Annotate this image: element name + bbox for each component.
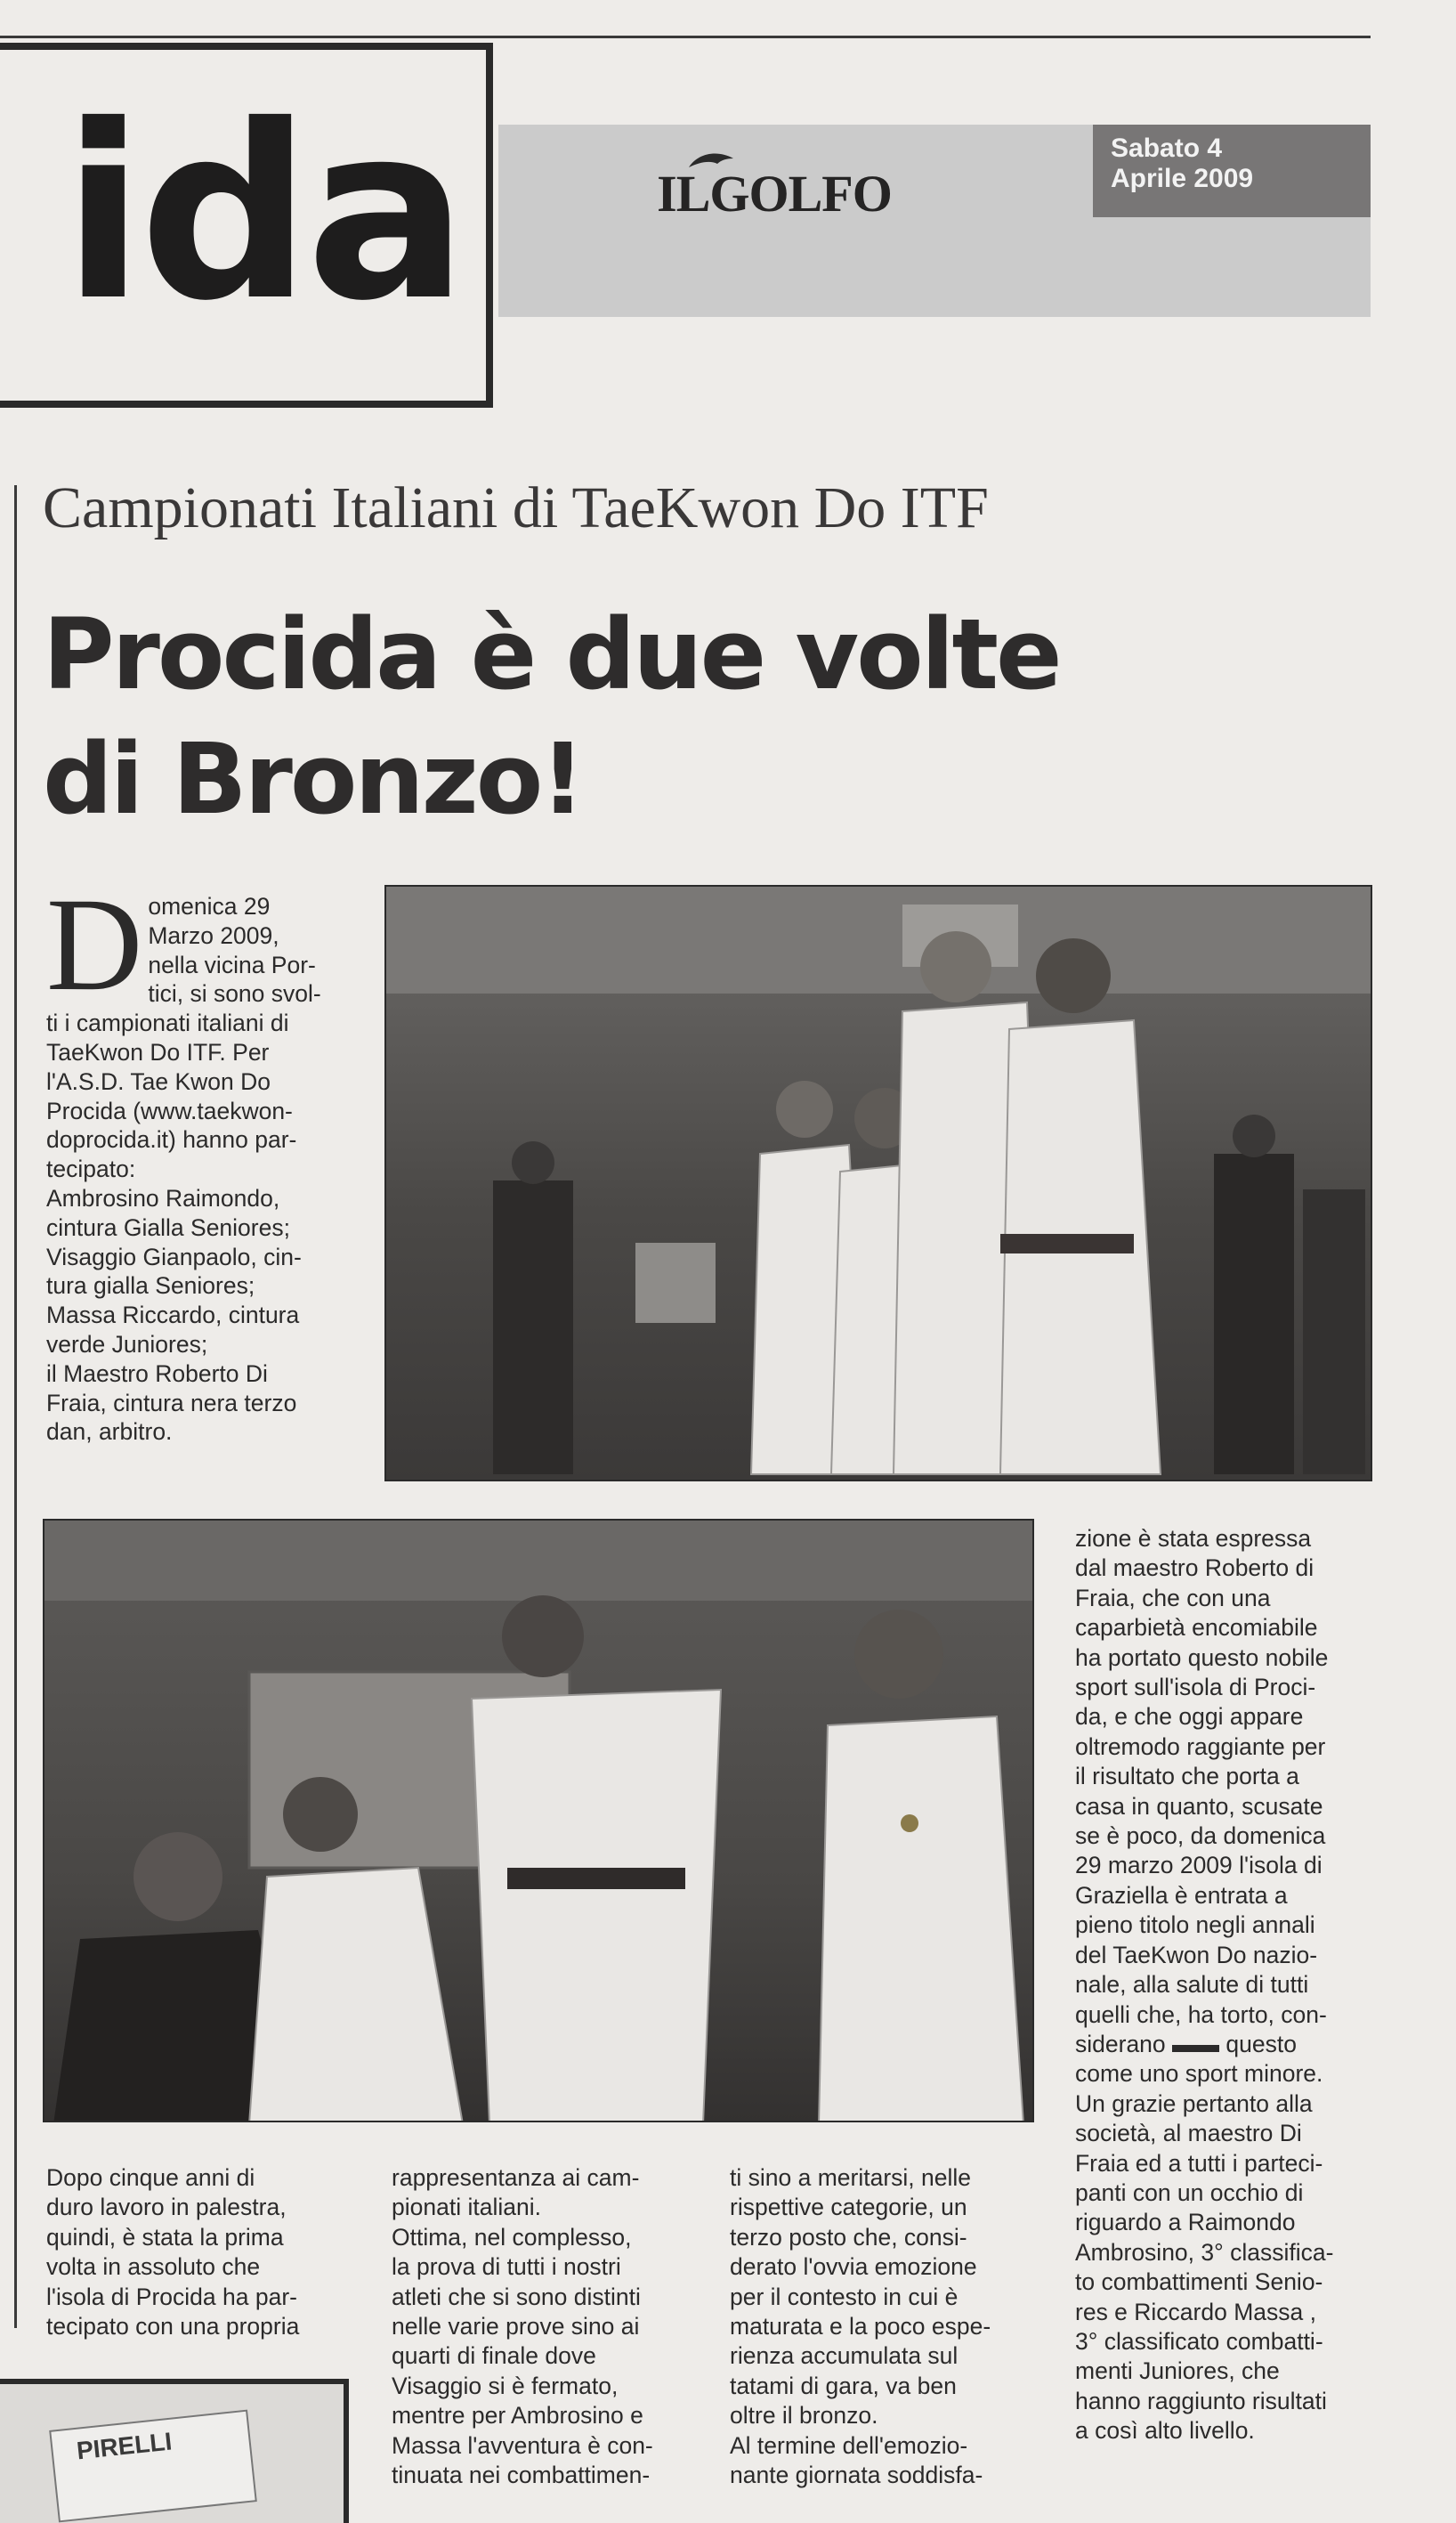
text-line: rispettive categorie, un bbox=[730, 2194, 967, 2221]
article-subtitle: Campionati Italiani di TaeKwon Do ITF bbox=[43, 475, 989, 540]
text-line: Procida (www.taekwon- bbox=[46, 1097, 293, 1124]
text-line: doprocida.it) hanno par- bbox=[46, 1126, 297, 1154]
text-line: verde Juniores; bbox=[46, 1330, 208, 1358]
text-line: Massa l'avventura è con- bbox=[392, 2431, 653, 2459]
text-line: Ambrosino Raimondo, bbox=[46, 1184, 280, 1212]
drop-cap: D bbox=[46, 871, 143, 1018]
athletes-illustration bbox=[44, 1521, 1034, 2122]
text-line: omenica 29 bbox=[148, 893, 271, 920]
article-column-2 bbox=[392, 2163, 694, 2490]
text-line: quarti di finale dove bbox=[392, 2342, 596, 2370]
text-line: ti sino a meritarsi, nelle bbox=[730, 2164, 971, 2191]
article-column-3 bbox=[730, 2163, 1031, 2490]
text-line: oltre il bronzo. bbox=[730, 2402, 878, 2430]
text-line: derato l'ovvia emozione bbox=[730, 2253, 977, 2281]
text-line: duro lavoro in palestra, bbox=[46, 2194, 287, 2221]
text-line: terzo posto che, consi- bbox=[730, 2223, 967, 2251]
text-line: Al termine dell'emozio- bbox=[730, 2431, 968, 2459]
article-headline bbox=[43, 592, 1200, 841]
photo-podium bbox=[384, 885, 1372, 1481]
headline-line-2: di Bronzo! bbox=[43, 722, 583, 836]
text-line: Ambrosino, 3° classifica- bbox=[1075, 2238, 1334, 2266]
text-line: Fraia ed a tutti i parteci- bbox=[1075, 2149, 1323, 2177]
text-line: la prova di tutti i nostri bbox=[392, 2253, 621, 2281]
text-line: riguardo a Raimondo bbox=[1075, 2209, 1296, 2236]
text-line: panti con un occhio di bbox=[1075, 2178, 1304, 2206]
text-line: dan, arbitro. bbox=[46, 1418, 173, 1446]
text-line: res e Riccardo Massa , bbox=[1075, 2298, 1316, 2325]
text-line: pionati italiani. bbox=[392, 2194, 541, 2221]
text-line: tici, si sono svol- bbox=[148, 980, 321, 1008]
date-day: Sabato 4 bbox=[1111, 134, 1223, 163]
text-line: cintura Gialla Seniores; bbox=[46, 1213, 290, 1241]
text-line: a così alto livello. bbox=[1075, 2417, 1255, 2445]
text-line: il Maestro Roberto Di bbox=[46, 1359, 268, 1387]
text-line: Un grazie pertanto alla bbox=[1075, 2089, 1313, 2117]
text-line: 3° classificato combatti- bbox=[1075, 2327, 1323, 2355]
text-line: tura gialla Seniores; bbox=[46, 1272, 255, 1300]
text-line: mentre per Ambrosino e bbox=[392, 2402, 643, 2430]
text-line: ti i campionati italiani di bbox=[46, 1010, 289, 1037]
text-line: zione è stata espressa bbox=[1075, 1525, 1312, 1552]
text-line: oltremodo raggiante per bbox=[1075, 1732, 1326, 1760]
text-line: il risultato che porta a bbox=[1075, 1763, 1299, 1790]
text-line: sport sull'isola di Proci- bbox=[1075, 1674, 1316, 1701]
text-line: caparbietà encomiabile bbox=[1075, 1614, 1318, 1642]
text-line: ha portato questo nobile bbox=[1075, 1643, 1329, 1671]
text-line: 29 marzo 2009 l'isola di bbox=[1075, 1852, 1323, 1879]
text-line: siderano ▬▬ questo bbox=[1075, 2030, 1297, 2057]
headline-line-1: Procida è due volte bbox=[43, 597, 1060, 711]
text-line: da, e che oggi appare bbox=[1075, 1703, 1304, 1731]
text-line: volta in assoluto che bbox=[46, 2253, 261, 2281]
text-line: Visaggio Gianpaolo, cin- bbox=[46, 1243, 302, 1270]
photo-athletes bbox=[43, 1519, 1034, 2122]
text-line: Dopo cinque anni di bbox=[46, 2164, 255, 2191]
text-line: Fraia, che con una bbox=[1075, 1584, 1271, 1611]
article-column-1 bbox=[46, 2163, 349, 2341]
masthead-word: ida bbox=[61, 80, 463, 347]
text-line: del TaeKwon Do nazio- bbox=[1075, 1941, 1318, 1968]
text-line: Ottima, nel complesso, bbox=[392, 2223, 632, 2251]
text-line: l'isola di Procida ha par- bbox=[46, 2283, 297, 2310]
text-line: nelle varie prove sino ai bbox=[392, 2313, 640, 2340]
text-line: quindi, è stata la prima bbox=[46, 2223, 284, 2251]
bottom-advert-text: PIRELLI bbox=[75, 2427, 174, 2465]
text-line: tecipato con una propria bbox=[46, 2313, 300, 2340]
newspaper-logo: ILGOLFO bbox=[657, 165, 892, 223]
text-line: quelli che, ha torto, con- bbox=[1075, 2000, 1327, 2028]
text-line: per il contesto in cui è bbox=[730, 2283, 959, 2310]
text-line: Graziella è entrata a bbox=[1075, 1881, 1288, 1909]
text-line: società, al maestro Di bbox=[1075, 2120, 1302, 2147]
text-line: Visaggio si è fermato, bbox=[392, 2372, 619, 2399]
text-line: menti Juniores, che bbox=[1075, 2357, 1280, 2385]
article-column-4 bbox=[1075, 1524, 1378, 2446]
text-line: dal maestro Roberto di bbox=[1075, 1554, 1314, 1582]
text-line: pieno titolo negli annali bbox=[1075, 1911, 1315, 1939]
text-line: maturata e la poco espe- bbox=[730, 2313, 991, 2340]
text-line: nale, alla salute di tutti bbox=[1075, 1971, 1309, 1999]
text-line: atleti che si sono distinti bbox=[392, 2283, 641, 2310]
text-line: Massa Riccardo, cintura bbox=[46, 1302, 300, 1329]
text-line: Marzo 2009, bbox=[148, 921, 279, 949]
intro-paragraph bbox=[46, 871, 347, 1447]
date-box bbox=[1093, 125, 1371, 217]
top-rule bbox=[0, 36, 1371, 38]
text-line: to combattimenti Senio- bbox=[1075, 2268, 1323, 2296]
text-line: come uno sport minore. bbox=[1075, 2060, 1323, 2088]
text-line: Fraia, cintura nera terzo bbox=[46, 1389, 297, 1416]
podium-illustration bbox=[386, 887, 1372, 1481]
date-month-year: Aprile 2009 bbox=[1111, 164, 1254, 193]
text-line: nella vicina Por- bbox=[148, 951, 316, 978]
text-line: se è poco, da domenica bbox=[1075, 1822, 1326, 1850]
text-line: l'A.S.D. Tae Kwon Do bbox=[46, 1067, 271, 1095]
text-line: rappresentanza ai cam- bbox=[392, 2164, 640, 2191]
text-line: TaeKwon Do ITF. Per bbox=[46, 1038, 270, 1066]
text-line: tinuata nei combattimen- bbox=[392, 2462, 651, 2489]
text-line: nante giornata soddisfa- bbox=[730, 2462, 983, 2489]
text-line: tecipato: bbox=[46, 1156, 136, 1183]
text-line: hanno raggiunto risultati bbox=[1075, 2387, 1327, 2414]
text-line: tatami di gara, va ben bbox=[730, 2372, 957, 2399]
text-line: casa in quanto, scusate bbox=[1075, 1792, 1323, 1820]
text-line: rienza accumulata sul bbox=[730, 2342, 959, 2370]
column-rule bbox=[14, 485, 17, 2328]
bottom-advert bbox=[0, 2379, 349, 2523]
